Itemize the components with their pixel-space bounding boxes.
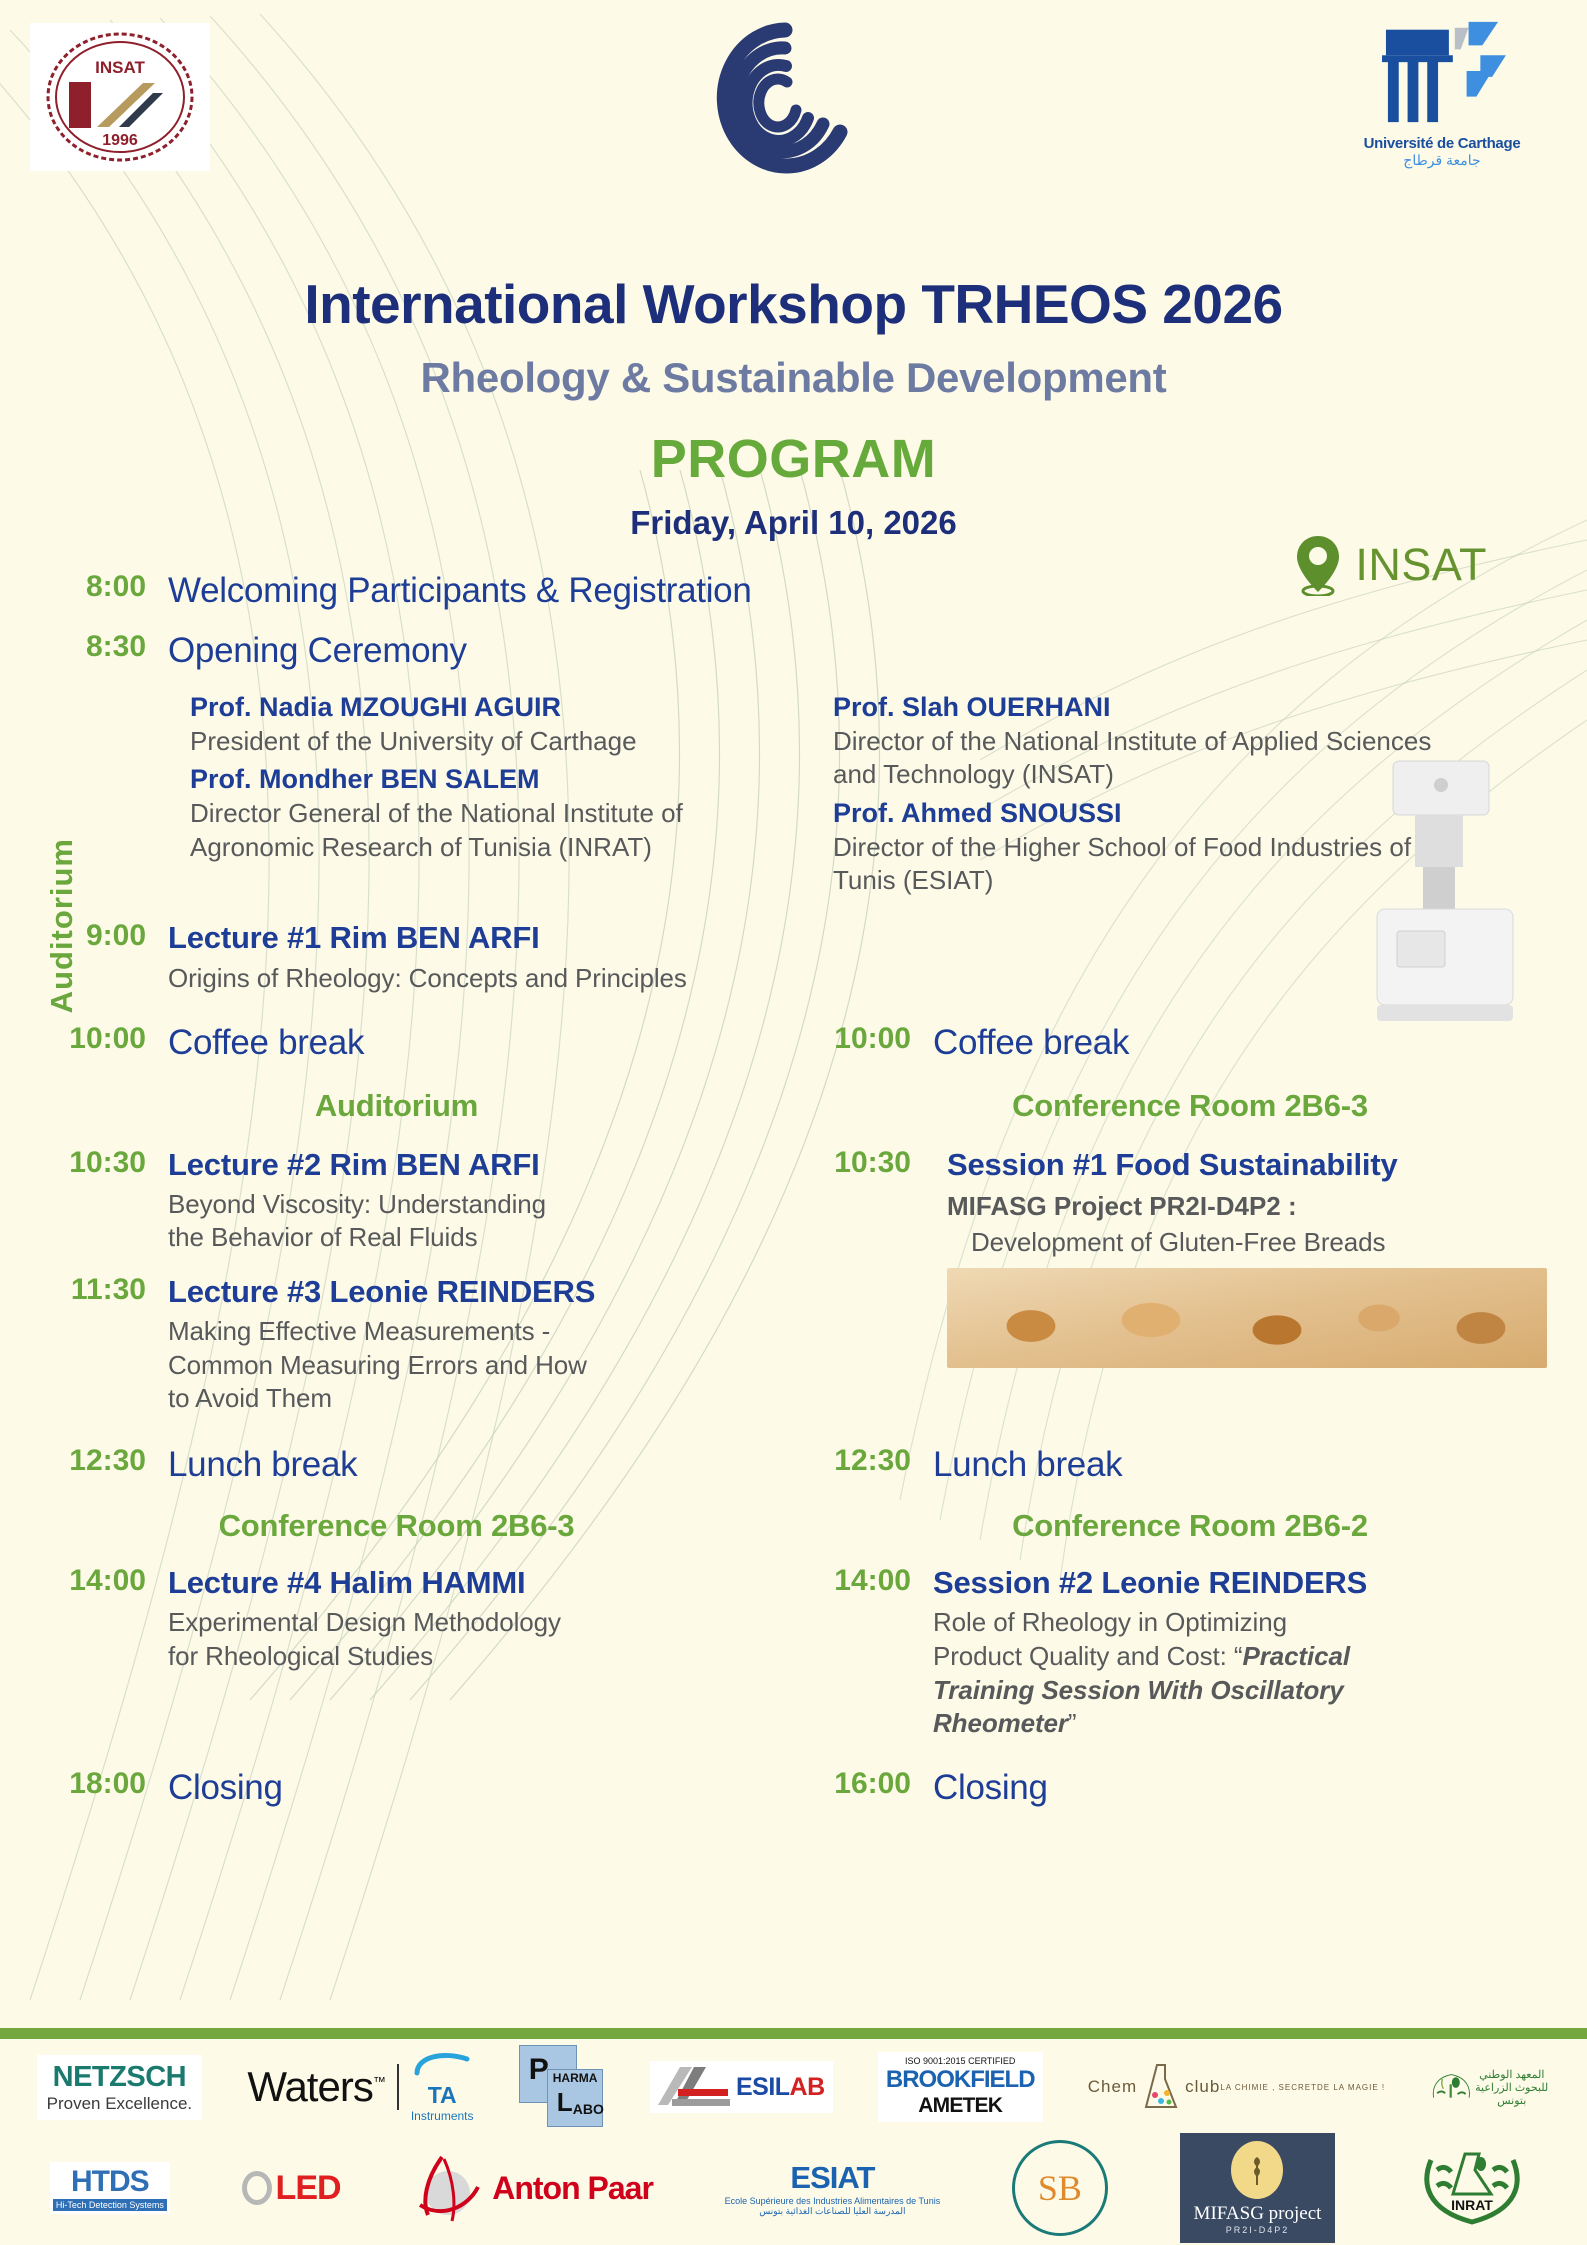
row-title: Welcoming Participants & Registration [168, 571, 752, 610]
time-label: 12:30 [69, 1444, 146, 1478]
quote-open: “ [1233, 1640, 1243, 1671]
pharma-abo: ABO [572, 2101, 604, 2117]
ametek-name: AMETEK [918, 2094, 1003, 2117]
lecture-title: Lecture #2 Rim BEN ARFI [168, 1146, 540, 1182]
row-title: Lunch break [933, 1445, 1123, 1485]
anton-paar-mark-icon [412, 2153, 482, 2223]
sponsor-agri-arabic-logo [1430, 2051, 1550, 2123]
flask-icon [1141, 2061, 1181, 2113]
esilab-name-a: ESIL [735, 2072, 790, 2101]
time-label: 10:30 [834, 1145, 911, 1179]
oled-name: LED [275, 2168, 341, 2207]
sponsor-mifasg-logo [1180, 2133, 1336, 2243]
room-header-left: Auditorium [314, 1087, 479, 1123]
lecture-title: Lecture #4 Halim HAMMI [168, 1565, 526, 1601]
venue-label: INSAT [1355, 539, 1487, 590]
lecture-title: Lecture #1 Rim BEN ARFI [168, 920, 540, 956]
poster-header [0, 0, 1587, 240]
speaker-role: Director General of the National Institute of Agronomic Research of Tunisia (INRAT) [190, 798, 683, 862]
title-block [0, 272, 1587, 542]
sponsor-chem-club-logo [1088, 2061, 1385, 2113]
carthage-name-fr: Université de Carthage [1363, 135, 1521, 152]
divider [397, 2064, 399, 2110]
speaker-role: Director of the Higher School of Food Industries of Tunis (ESIAT) [833, 831, 1412, 895]
sponsor-esilab-logo [650, 2061, 833, 2113]
speakers-column-left [0, 690, 793, 897]
ta-swoosh-icon [413, 2051, 471, 2077]
sponsor-waters-ta-logo [247, 2051, 473, 2123]
sponsor-pharma-labo-logo [519, 2045, 605, 2129]
schedule-row-lecture-1 [0, 919, 1587, 996]
speaker-name: Prof. Nadia MZOUGHI AGUIR [190, 692, 562, 722]
time-label: 10:00 [834, 1021, 911, 1055]
time-label: 9:00 [85, 919, 146, 953]
sponsor-row-1 [0, 2039, 1587, 2131]
anton-paar-name: Anton Paar [492, 2169, 653, 2206]
page-title: International Workshop TRHEOS 2026 [304, 273, 1283, 335]
lunch-break-left [0, 1444, 793, 1486]
ta-sub: Instruments [410, 2109, 474, 2123]
htds-name: HTDS [71, 2165, 149, 2198]
oled-ring-icon [242, 2171, 272, 2205]
sponsor-footer [0, 2028, 1587, 2245]
morning-sessions [0, 1146, 1587, 1416]
program-heading: PROGRAM [650, 429, 937, 489]
venue-badge [1295, 534, 1487, 596]
speaker-name: Prof. Mondher BEN SALEM [190, 764, 540, 795]
schedule-row-closing [0, 1767, 1587, 1809]
coffee-break-right [793, 1022, 1587, 1064]
closing-left [0, 1767, 793, 1809]
session-description: Development of Gluten-Free Breads [971, 1227, 1386, 1258]
universite-de-carthage-logo [1357, 12, 1527, 177]
session-description-emphasis: Practical Training Session With Oscillatory Rheometer [933, 1640, 1350, 1739]
session-description [933, 1606, 1363, 1741]
room-headers-morning [0, 1088, 1587, 1124]
time-label: 14:00 [834, 1564, 911, 1598]
lecture-description: Making Effective Measurements - Common Measuring Errors and How to Avoid Them [168, 1315, 587, 1414]
lunch-break-right [793, 1444, 1587, 1486]
mifasg-sub: PR2I-D4P2 [1225, 2225, 1290, 2235]
inrat-wreath-icon [1417, 2150, 1527, 2226]
carthage-name-ar: جامعة قرطاج [1403, 152, 1481, 168]
netzsch-name: NETZSCH [52, 2060, 187, 2093]
sponsor-brookfield-ametek-logo [878, 2052, 1043, 2122]
netzsch-tagline: Proven Excellence. [46, 2093, 193, 2113]
sponsor-htds-logo [50, 2162, 170, 2214]
time-label: 8:00 [85, 570, 146, 603]
session-title: Session #1 Food Sustainability [947, 1146, 1398, 1182]
time-label: 16:00 [834, 1767, 911, 1801]
page-subtitle: Rheology & Sustainable Development [420, 354, 1167, 401]
brookfield-name: BROOKFIELD [885, 2066, 1035, 2093]
agriculture-wreath-icon [1430, 2051, 1473, 2123]
chem-name-b: club [1185, 2077, 1221, 2096]
pharma-p: P [528, 2053, 549, 2086]
row-title: Lunch break [168, 1445, 358, 1485]
wheat-icon [1231, 2141, 1283, 2199]
row-title: Closing [933, 1768, 1048, 1808]
schedule-row-coffee-break [0, 1022, 1587, 1064]
lecture-description: Origins of Rheology: Concepts and Principles [168, 963, 687, 993]
quote-close: ” [1067, 1708, 1077, 1739]
speakers-column-right [793, 690, 1587, 897]
schedule-row-lecture-2 [0, 1146, 793, 1255]
schedule-row-session-1 [793, 1146, 1587, 1416]
row-title: Coffee break [168, 1022, 365, 1062]
opening-ceremony-speakers [0, 690, 1587, 897]
schedule-row-lunch-break [0, 1444, 1587, 1486]
schedule-row-lecture-3 [0, 1273, 793, 1416]
sponsor-oled-logo [242, 2169, 341, 2208]
sponsor-anton-paar-logo [412, 2153, 653, 2223]
sponsor-esiat-logo [725, 2160, 941, 2217]
esiat-name: ESIAT [790, 2159, 875, 2195]
pharma-harma: HARMA [552, 2071, 598, 2085]
speaker-name: Prof. Ahmed SNOUSSI [833, 797, 1122, 828]
room-header-right: Conference Room 2B6-3 [1012, 1087, 1368, 1123]
time-label: 12:30 [834, 1444, 911, 1478]
time-label: 10:00 [69, 1021, 146, 1055]
agri-arabic-name: المعهد الوطني للبحوث الزراعية بتونس [1475, 2068, 1549, 2107]
footer-divider-top [0, 2028, 1587, 2039]
esiat-sub-ar: المدرسة العليا للصناعات الغذائية بتونس [759, 2205, 906, 2216]
brookfield-iso: ISO 9001:2015 CERTIFIED [905, 2056, 1016, 2066]
pharma-l: L [556, 2087, 573, 2117]
vertical-room-label: Auditorium [44, 838, 79, 1014]
coffee-break-left [0, 1022, 793, 1064]
project-code: MIFASG Project PR2I-D4P2 : [947, 1190, 1297, 1221]
lecture-title: Lecture #3 Leonie REINDERS [168, 1274, 596, 1310]
schedule [0, 570, 1587, 1809]
location-pin-icon [1295, 534, 1341, 596]
speaker-role: President of the University of Carthage [190, 726, 637, 757]
row-title: Opening Ceremony [168, 631, 467, 670]
sb-name: SB [1037, 2168, 1082, 2208]
room-header-left: Conference Room 2B6-3 [218, 1508, 575, 1544]
afternoon-sessions [0, 1564, 1587, 1741]
bread-photo [947, 1268, 1547, 1368]
svg-text:INRAT: INRAT [1451, 2197, 1493, 2213]
waters-name: Waters [247, 2063, 373, 2110]
closing-right [793, 1767, 1587, 1809]
time-label: 11:30 [70, 1273, 146, 1307]
ta-name: TA [427, 2082, 457, 2108]
esiat-sub-fr: Ecole Supérieure des Industries Alimentaires de Tunis [724, 2195, 941, 2206]
session-title: Session #2 Leonie REINDERS [933, 1565, 1368, 1601]
lecture-description: Beyond Viscosity: Understanding the Behavior of Real Fluids [168, 1188, 546, 1253]
time-label: 10:30 [69, 1145, 146, 1179]
sponsor-netzsch-logo [37, 2055, 203, 2120]
lecture-description: Experimental Design Methodology for Rheological Studies [168, 1607, 561, 1671]
insat-logo [30, 23, 210, 171]
chem-sub-1: LA CHIMIE , SECRET [1220, 2082, 1317, 2092]
time-label: 14:00 [69, 1564, 146, 1598]
time-label: 18:00 [69, 1767, 146, 1801]
room-header-right: Conference Room 2B6-2 [1012, 1508, 1368, 1544]
trheos-swirl-logo [690, 12, 880, 177]
sponsor-sb-logo [1012, 2140, 1108, 2236]
htds-sub: Hi-Tech Detection Systems [53, 2199, 167, 2211]
sponsor-row-2 [0, 2131, 1587, 2245]
room-headers-afternoon [0, 1508, 1587, 1544]
esilab-name-b: AB [789, 2072, 825, 2101]
session-description-plain: Role of Rheology in Optimizing Product Quality and Cost: [933, 1607, 1287, 1671]
schedule-row-opening-ceremony [0, 630, 1587, 672]
speaker-name: Prof. Slah OUERHANI [833, 692, 1111, 722]
speaker-role: Director of the National Institute of Applied Sciences and Technology (INSAT) [833, 726, 1432, 790]
svg-text:1996: 1996 [102, 132, 138, 149]
schedule-row-lecture-4 [0, 1564, 793, 1741]
waters-tm: ™ [372, 2074, 385, 2089]
chem-sub-2: DE LA MAGIE ! [1317, 2082, 1386, 2092]
row-title: Coffee break [933, 1022, 1130, 1062]
program-date: Friday, April 10, 2026 [630, 504, 957, 541]
mifasg-name: MIFASG project [1193, 2203, 1322, 2224]
morning-left-column [0, 1146, 793, 1416]
svg-text:INSAT: INSAT [95, 58, 145, 77]
sponsor-inrat-logo [1407, 2150, 1537, 2226]
row-title: Closing [168, 1768, 283, 1808]
time-label: 8:30 [85, 630, 146, 663]
schedule-row-session-2 [793, 1564, 1587, 1741]
esilab-mark-icon [658, 2065, 732, 2109]
chem-name-a: Chem [1087, 2077, 1138, 2096]
